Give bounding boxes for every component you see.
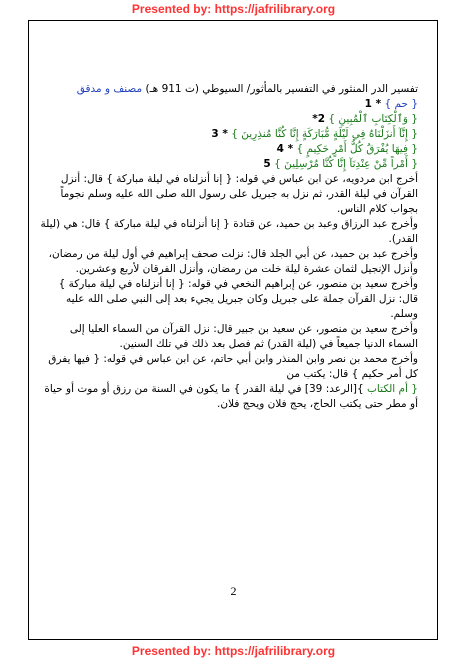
book-title: تفسير الدر المنثور في التفسير بالمأثور/ السيوطي (ت 911 هـ) [145,83,418,95]
paragraph-6-text: وأخرج محمد بن نصر وابن المنذر وابن أبي حاتم، عن ابن عباس في قوله: { فيها يفرق كل أمر حكيم } قال: يكتب من [48,353,418,380]
verse-3 [40,127,418,142]
paragraph-6-rest: }[الرعد: 39] في ليلة القدر } ما يكون في السنة من رزق أو موت أو حياة أو مطر حتى يكتب الحاج، يحج فلان ويحج فلان. [44,383,418,410]
book-header [40,82,418,112]
verse-4-number: * 4 [276,143,294,155]
verse-3-number: * 3 [211,128,228,140]
verse-5-text[interactable]: { أَمْراً مِّنْ عِنْدِنَآ إِنَّا كُنَّا مُرْسِلِينَ } [274,158,418,170]
verse-2-number: 2* [312,113,326,125]
paragraph-1: أخرج ابن مردويه، عن ابن عباس في قوله: { إنا أنزلناه في ليلة مباركة } قال: أنزل القرآن في ليلة القدر، ثم نزل به جبريل على رسول الله صلى الله عليه وسلم نجوماً بجواب كلام الناس. [60,173,418,215]
category-link[interactable]: مصنف و مدقق [76,83,143,95]
verse-5 [40,157,418,172]
verse-3-text[interactable]: { إِنَّآ أَنزَلْنَاهُ فِي لَيْلَةٍ مُّبَارَكَةٍ إِنَّا كُنَّا مُنذِرِينَ } [231,128,418,140]
paragraph-3: وأخرج عبد بن حميد، عن أبي الجلد قال: نزلت صحف إبراهيم في أول ليلة من رمضان، وأنزل الإنجيل لثمان عشرة ليلة خلت من رمضان، وأنزل الفرقان لأربع وعشرين. [48,248,418,275]
paragraph-6 [40,352,418,412]
verse-5-number: 5 [263,158,271,170]
page-number: 2 [230,584,237,598]
verse-1-number: * 1 [364,98,382,110]
paragraph-5: وأخرج سعيد بن منصور، عن سعيد بن جبير قال: نزل القرآن من السماء العليا إلى السماء الدنيا جميعاً في (ليلة القدر) ثم فصل بعد ذلك في تلك السنين. [69,323,418,350]
verse-2 [40,112,418,127]
bottom-banner: Presented by: https://jafrilibrary.org [131,644,336,658]
top-banner: Presented by: https://jafrilibrary.org [131,2,336,16]
book-reference-link[interactable]: { أم الكتاب [367,383,418,395]
verse-1[interactable]: { حم } [384,98,418,110]
verse-2-text[interactable]: { وَٱلْكِتَابِ ٱلْمُبِينِ } [328,113,418,125]
verse-4-text[interactable]: { فِيهَا يُفْرَقُ كُلُّ أَمْرٍ حَكِيمٍ } [296,143,418,155]
document-body [40,82,418,412]
paragraph-4: وأخرج سعيد بن منصور، عن إبراهيم النخعي في قوله: { إنا أنزلناه في ليلة مباركة } قال: نزل القرآن جملة على جبريل وكان جبريل يجيء بعد إلى النبي صلى الله عليه وسلم. [58,278,418,320]
verse-4 [40,142,418,157]
paragraph-2: وأخرج عبد الرزاق وعبد بن حميد، عن قتادة { إنا أنزلناه في ليلة مباركة } قال: هي (ليلة القدر). [40,218,418,245]
